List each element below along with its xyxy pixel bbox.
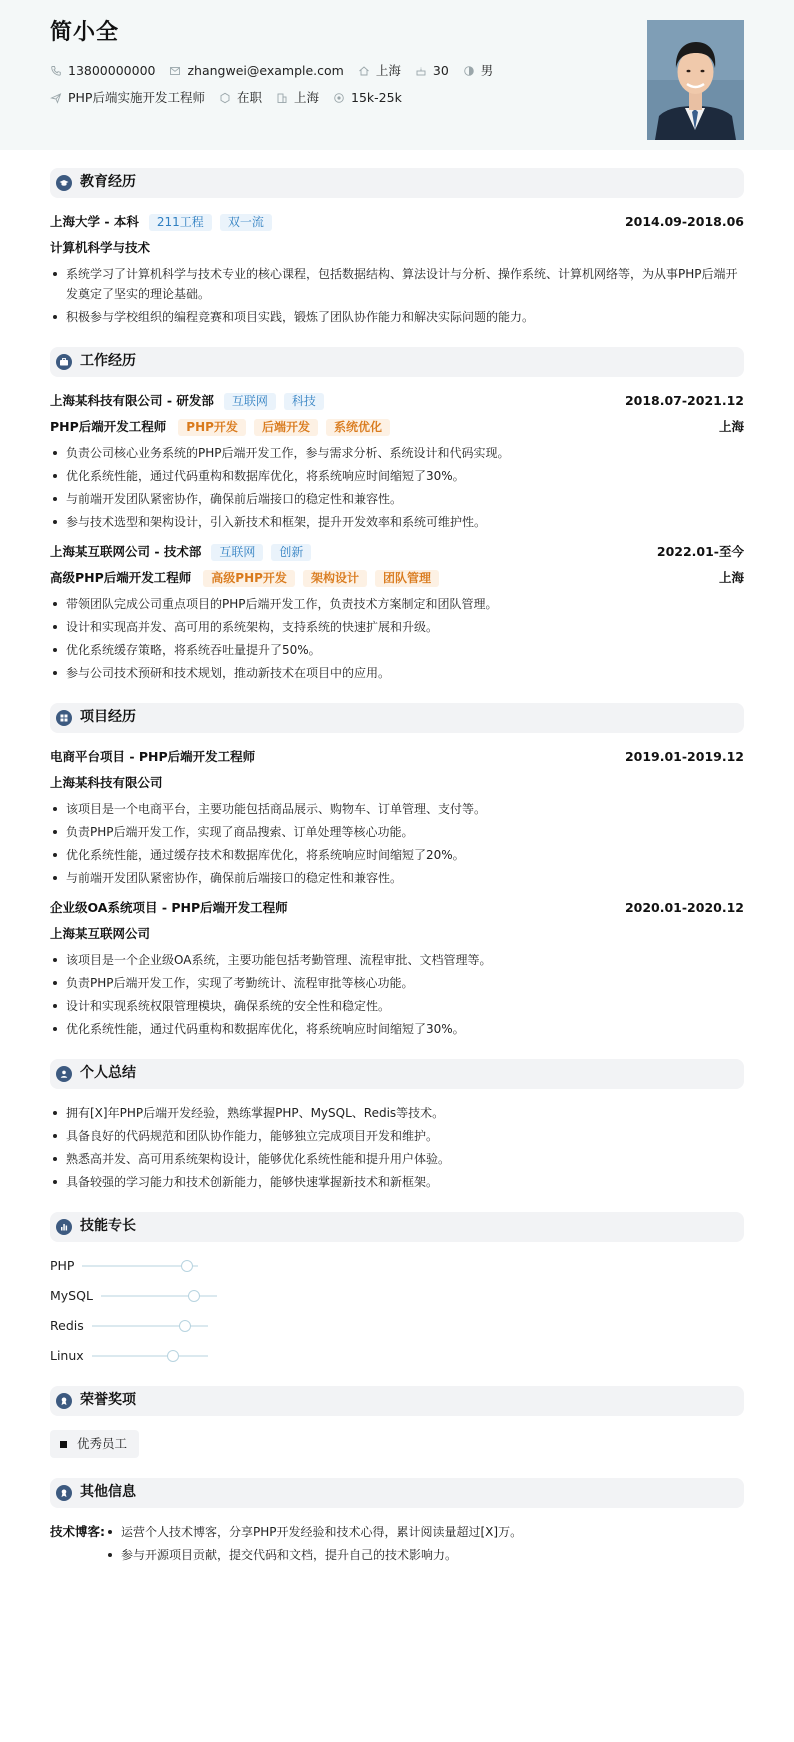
project-name: 企业级OA系统项目 - PHP后端开发工程师 — [50, 900, 288, 916]
work-city: 上海 — [718, 570, 744, 586]
major-text: 计算机科学与技术 — [50, 240, 151, 256]
skills-list — [50, 1256, 744, 1366]
list-item: 熟悉高并发、高可用系统架构设计，能够优化系统性能和提升用户体验。 — [50, 1149, 744, 1169]
work-title: 工作经历 — [80, 353, 136, 370]
work-date: 2022.01-至今 — [656, 544, 744, 560]
company-tag: 互联网 — [211, 544, 263, 561]
send-icon — [50, 92, 62, 104]
education-bullets — [50, 264, 744, 327]
role-tag: 高级PHP开发 — [203, 570, 295, 587]
skill-level-bar — [101, 1295, 217, 1297]
grid-icon — [56, 710, 72, 726]
award-icon — [56, 1393, 72, 1409]
skill-row — [50, 1316, 744, 1336]
email-info — [169, 62, 343, 80]
summary-section — [50, 1059, 744, 1192]
role-tag: 系统优化 — [326, 419, 390, 436]
list-item: 该项目是一个电商平台，主要功能包括商品展示、购物车、订单管理、支付等。 — [50, 799, 744, 819]
phone-icon — [50, 65, 62, 77]
salary-info — [333, 89, 402, 107]
resume-content — [0, 150, 794, 1572]
profile-photo — [647, 20, 744, 140]
city-text: 上海 — [294, 90, 320, 106]
work-section-header — [50, 347, 744, 377]
education-tag: 双一流 — [220, 214, 272, 231]
company-tag: 科技 — [284, 393, 324, 410]
list-item: 负责PHP后端开发工作，实现了考勤统计、流程审批等核心功能。 — [50, 973, 744, 993]
list-item: 具备较强的学习能力和技术创新能力，能够快速掌握新技术和新框架。 — [50, 1172, 744, 1192]
list-item: 优化系统性能，通过缓存技术和数据库优化，将系统响应时间缩短了20%。 — [50, 845, 744, 865]
skill-level-knob — [167, 1350, 179, 1362]
list-item: 与前端开发团队紧密协作，确保前后端接口的稳定性和兼容性。 — [50, 868, 744, 888]
skill-level-knob — [179, 1320, 191, 1332]
project-entry-head — [50, 747, 744, 767]
summary-section-header — [50, 1059, 744, 1089]
mail-icon — [169, 65, 181, 77]
company-name: 上海某科技有限公司 - 研发部 — [50, 393, 214, 409]
location-text: 上海 — [375, 63, 401, 79]
work-role-head — [50, 417, 744, 437]
building-icon — [276, 92, 288, 104]
education-major — [50, 238, 744, 258]
work-entry-head — [50, 542, 744, 562]
list-item: 具备良好的代码规范和团队协作能力，能够独立完成项目开发和维护。 — [50, 1126, 744, 1146]
list-item: 参与公司技术预研和技术规划，推动新技术在项目中的应用。 — [50, 663, 744, 683]
city-info — [276, 89, 319, 107]
other-bullets — [105, 1522, 522, 1568]
work-entry-head — [50, 391, 744, 411]
list-item: 与前端开发团队紧密协作，确保前后端接口的稳定性和兼容性。 — [50, 489, 744, 509]
role-title: PHP后端开发工程师 — [50, 419, 167, 435]
birthday-icon — [415, 65, 427, 77]
email-text: zhangwei@example.com — [187, 63, 344, 79]
position-info — [50, 89, 205, 107]
education-date: 2014.09-2018.06 — [624, 214, 744, 230]
school-name: 上海大学 - 本科 — [50, 214, 139, 230]
other-title: 其他信息 — [80, 1484, 136, 1501]
projects-section — [50, 703, 744, 1039]
list-item: 该项目是一个企业级OA系统，主要功能包括考勤管理、流程审批、文档管理等。 — [50, 950, 744, 970]
list-item: 负责公司核心业务系统的PHP后端开发工作，参与需求分析、系统设计和代码实现。 — [50, 443, 744, 463]
other-label: 技术博客: — [50, 1524, 105, 1539]
location-info — [358, 62, 401, 80]
list-item: 优化系统性能，通过代码重构和数据库优化，将系统响应时间缩短了30%。 — [50, 1019, 744, 1039]
project-entry — [50, 898, 744, 1039]
list-item: 参与技术选型和架构设计，引入新技术和框架，提升开发效率和系统可维护性。 — [50, 512, 744, 532]
education-section-header — [50, 168, 744, 198]
project-entry — [50, 747, 744, 888]
project-company — [50, 773, 744, 793]
role-title: 高级PHP后端开发工程师 — [50, 570, 192, 586]
status-icon — [219, 92, 231, 104]
skill-name: Linux — [50, 1348, 84, 1364]
list-item: 运营个人技术博客，分享PHP开发经验和技术心得，累计阅读量超过[X]万。 — [105, 1522, 522, 1542]
project-entry-head — [50, 898, 744, 918]
skills-title: 技能专长 — [80, 1218, 136, 1235]
education-entry-head — [50, 212, 744, 232]
projects-title: 项目经历 — [80, 709, 136, 726]
other-row — [50, 1522, 744, 1572]
skills-section — [50, 1212, 744, 1366]
skill-level-knob — [181, 1260, 193, 1272]
list-item: 积极参与学校组织的编程竞赛和项目实践，锻炼了团队协作能力和解决实际问题的能力。 — [50, 307, 744, 327]
award-text: 优秀员工 — [77, 1436, 128, 1452]
summary-bullets — [50, 1103, 744, 1192]
projects-section-header — [50, 703, 744, 733]
gender-icon — [463, 65, 475, 77]
status-text: 在职 — [236, 90, 262, 106]
project-company-text: 上海某互联网公司 — [50, 926, 151, 942]
project-company-text: 上海某科技有限公司 — [50, 775, 163, 791]
work-section — [50, 347, 744, 683]
gender-info — [463, 62, 494, 80]
other-section-header — [50, 1478, 744, 1508]
list-item: 设计和实现系统权限管理模块，确保系统的安全性和稳定性。 — [50, 996, 744, 1016]
work-city: 上海 — [718, 419, 744, 435]
role-tag: PHP开发 — [178, 419, 246, 436]
work-date: 2018.07-2021.12 — [624, 393, 744, 409]
gender-text: 男 — [480, 63, 494, 79]
project-bullets — [50, 799, 744, 888]
award-badge — [50, 1430, 139, 1458]
education-title: 教育经历 — [80, 174, 136, 191]
skill-name: PHP — [50, 1258, 75, 1274]
work-bullets — [50, 594, 744, 683]
project-bullets — [50, 950, 744, 1039]
list-item: 设计和实现高并发、高可用的系统架构，支持系统的快速扩展和升级。 — [50, 617, 744, 637]
company-tag: 互联网 — [224, 393, 276, 410]
skill-level-bar — [92, 1325, 208, 1327]
skill-row — [50, 1256, 744, 1276]
skill-row — [50, 1346, 744, 1366]
role-tag: 团队管理 — [375, 570, 439, 587]
position-text: PHP后端实施开发工程师 — [68, 90, 205, 106]
phone-info — [50, 62, 155, 80]
other-section — [50, 1478, 744, 1572]
salary-text: 15k-25k — [351, 90, 402, 106]
list-item: 优化系统缓存策略，将系统吞吐量提升了50%。 — [50, 640, 744, 660]
awards-title: 荣誉奖项 — [80, 1392, 136, 1409]
project-date: 2019.01-2019.12 — [624, 749, 744, 765]
square-bullet-icon — [60, 1441, 67, 1448]
work-entry — [50, 542, 744, 683]
skill-name: MySQL — [50, 1288, 93, 1304]
coin-icon — [333, 92, 345, 104]
company-tag: 创新 — [271, 544, 311, 561]
project-company — [50, 924, 744, 944]
work-entry — [50, 391, 744, 532]
home-icon — [358, 65, 370, 77]
info-icon — [56, 1485, 72, 1501]
awards-section — [50, 1386, 744, 1472]
role-tag: 架构设计 — [303, 570, 367, 587]
user-icon — [56, 1066, 72, 1082]
list-item: 负责PHP后端开发工作，实现了商品搜索、订单处理等核心功能。 — [50, 822, 744, 842]
company-name: 上海某互联网公司 - 技术部 — [50, 544, 202, 560]
skill-row — [50, 1286, 744, 1306]
list-item: 拥有[X]年PHP后端开发经验，熟练掌握PHP、MySQL、Redis等技术。 — [50, 1103, 744, 1123]
work-role-head — [50, 568, 744, 588]
phone-text: 13800000000 — [68, 63, 156, 79]
briefcase-icon — [56, 354, 72, 370]
project-date: 2020.01-2020.12 — [624, 900, 744, 916]
summary-title: 个人总结 — [80, 1065, 136, 1082]
age-info — [415, 62, 449, 80]
education-entry — [50, 212, 744, 327]
bar-chart-icon — [56, 1219, 72, 1235]
candidate-name: 简小全 — [50, 20, 120, 45]
education-tag: 211工程 — [149, 214, 212, 231]
resume-header — [0, 0, 794, 150]
skill-level-bar — [82, 1265, 198, 1267]
project-name: 电商平台项目 - PHP后端开发工程师 — [50, 749, 256, 765]
status-info — [219, 89, 262, 107]
work-bullets — [50, 443, 744, 532]
graduation-cap-icon — [56, 175, 72, 191]
awards-section-header — [50, 1386, 744, 1416]
list-item: 参与开源项目贡献，提交代码和文档，提升自己的技术影响力。 — [105, 1545, 522, 1565]
skills-section-header — [50, 1212, 744, 1242]
list-item: 带领团队完成公司重点项目的PHP后端开发工作，负责技术方案制定和团队管理。 — [50, 594, 744, 614]
education-section — [50, 168, 744, 327]
role-tag: 后端开发 — [254, 419, 318, 436]
list-item: 优化系统性能，通过代码重构和数据库优化，将系统响应时间缩短了30%。 — [50, 466, 744, 486]
list-item: 系统学习了计算机科学与技术专业的核心课程，包括数据结构、算法设计与分析、操作系统、计算机网络等，为从事PHP后端开发奠定了坚实的理论基础。 — [50, 264, 744, 304]
skill-level-knob — [188, 1290, 200, 1302]
skill-name: Redis — [50, 1318, 84, 1334]
skill-level-bar — [92, 1355, 208, 1357]
age-text: 30 — [432, 63, 449, 79]
